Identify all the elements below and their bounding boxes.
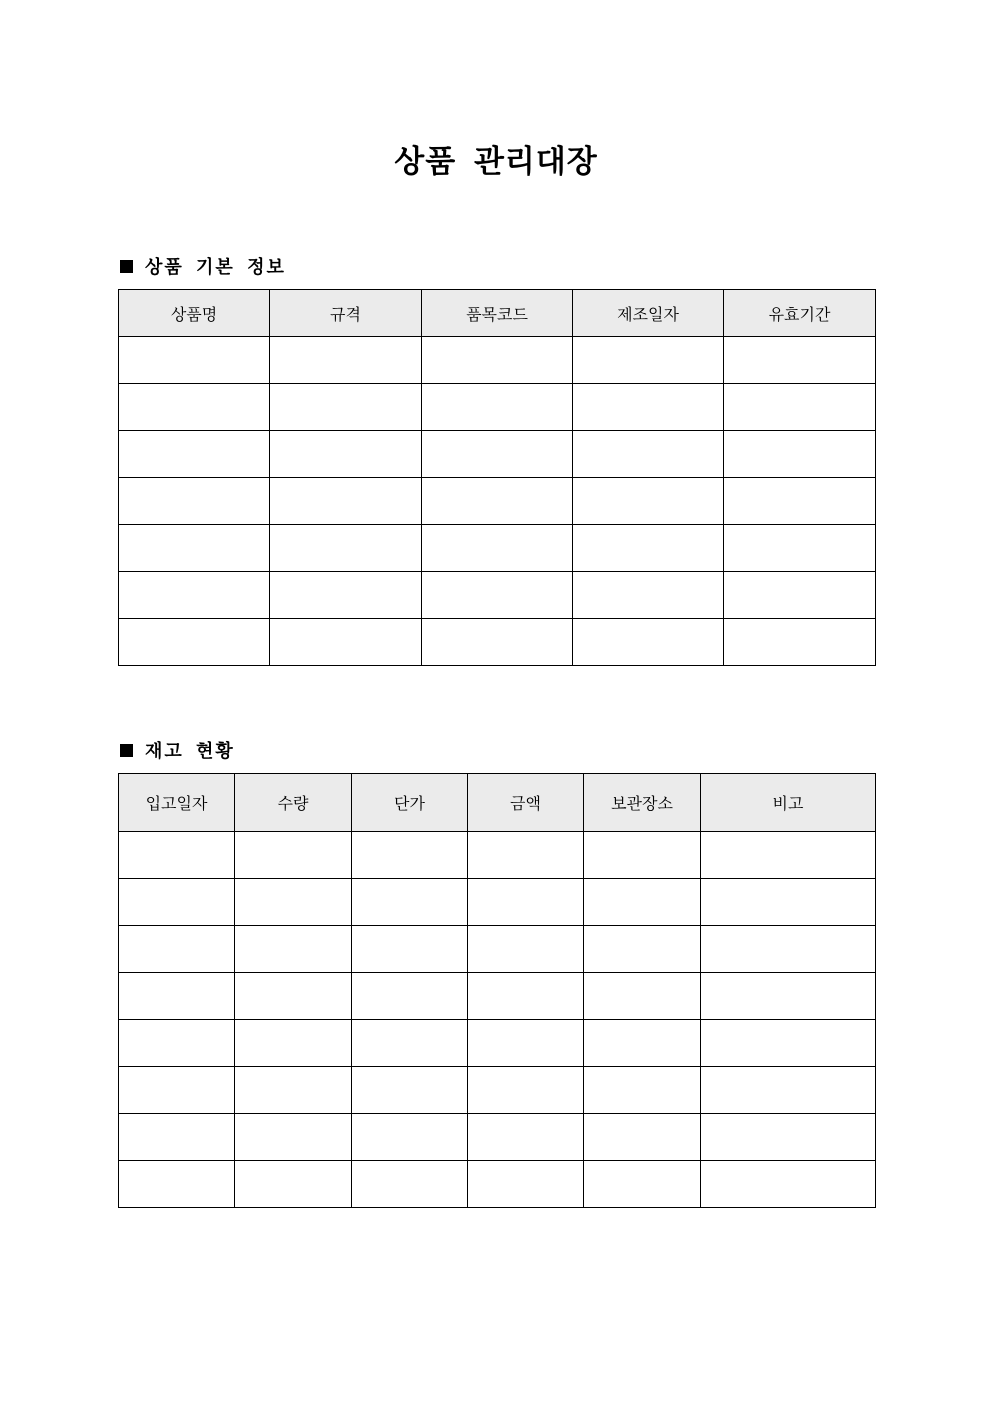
product-info-table (118, 289, 876, 666)
table-cell[interactable] (119, 1161, 235, 1208)
table-cell[interactable] (235, 1067, 352, 1114)
table-cell[interactable] (119, 572, 270, 619)
table-cell[interactable] (584, 1114, 701, 1161)
table-cell[interactable] (468, 1067, 584, 1114)
table-cell[interactable] (119, 879, 235, 926)
table-cell[interactable] (119, 832, 235, 879)
square-bullet-icon (120, 260, 133, 273)
table-cell[interactable] (701, 1020, 876, 1067)
table-cell[interactable] (270, 478, 422, 525)
table-cell[interactable] (573, 384, 724, 431)
table-cell[interactable] (119, 926, 235, 973)
section-heading-product-info (120, 253, 286, 279)
table-cell[interactable] (352, 973, 468, 1020)
table-cell[interactable] (422, 478, 573, 525)
table-cell[interactable] (584, 1161, 701, 1208)
table-cell[interactable] (468, 1161, 584, 1208)
table-cell[interactable] (468, 973, 584, 1020)
inventory-table-body (119, 832, 876, 1208)
table-cell[interactable] (584, 879, 701, 926)
table-header-row (119, 774, 876, 832)
table-cell[interactable] (270, 337, 422, 384)
table-cell[interactable] (584, 1067, 701, 1114)
table-cell[interactable] (573, 572, 724, 619)
table-cell[interactable] (422, 337, 573, 384)
table-cell[interactable] (573, 525, 724, 572)
table-cell[interactable] (422, 525, 573, 572)
table-cell[interactable] (468, 1114, 584, 1161)
table-cell[interactable] (119, 973, 235, 1020)
table-row (119, 1161, 876, 1208)
table-row (119, 478, 876, 525)
table-cell[interactable] (573, 337, 724, 384)
section-heading-label: 상품 기본 정보 (145, 257, 286, 278)
table-cell[interactable] (352, 832, 468, 879)
table-cell[interactable] (352, 879, 468, 926)
table-cell[interactable] (235, 1020, 352, 1067)
table-row (119, 431, 876, 478)
table-row (119, 525, 876, 572)
table-cell[interactable] (119, 384, 270, 431)
table-row (119, 926, 876, 973)
table-row (119, 384, 876, 431)
table-cell[interactable] (701, 1161, 876, 1208)
table-cell[interactable] (352, 1114, 468, 1161)
table-cell[interactable] (701, 973, 876, 1020)
table-cell[interactable] (701, 832, 876, 879)
table-cell[interactable] (235, 1114, 352, 1161)
table-cell[interactable] (119, 478, 270, 525)
table-cell[interactable] (701, 1114, 876, 1161)
table-cell[interactable] (701, 879, 876, 926)
table-cell[interactable] (235, 879, 352, 926)
table-row (119, 619, 876, 666)
table-row (119, 337, 876, 384)
table-cell[interactable] (235, 1161, 352, 1208)
table-cell[interactable] (119, 431, 270, 478)
table-cell[interactable] (573, 478, 724, 525)
section-heading-label: 재고 현황 (145, 741, 235, 762)
square-bullet-icon (120, 744, 133, 757)
table-cell[interactable] (584, 926, 701, 973)
inventory-table (118, 773, 876, 1208)
table-cell[interactable] (468, 1020, 584, 1067)
table-row (119, 879, 876, 926)
column-header-item-code: 품목코드 (422, 290, 573, 337)
product-info-table-body (119, 337, 876, 666)
table-cell[interactable] (422, 619, 573, 666)
table-cell[interactable] (352, 926, 468, 973)
table-cell[interactable] (119, 1114, 235, 1161)
table-row (119, 1114, 876, 1161)
table-cell[interactable] (468, 879, 584, 926)
table-cell[interactable] (270, 525, 422, 572)
table-cell[interactable] (422, 384, 573, 431)
table-cell[interactable] (422, 572, 573, 619)
table-row (119, 572, 876, 619)
table-cell[interactable] (352, 1161, 468, 1208)
table-cell[interactable] (422, 431, 573, 478)
page-title: 상품 관리대장 (394, 144, 598, 180)
column-header-receipt-date: 입고일자 (119, 774, 235, 832)
column-header-amount: 금액 (468, 774, 584, 832)
column-header-unit-price: 단가 (352, 774, 468, 832)
column-header-spec: 규격 (270, 290, 422, 337)
table-cell[interactable] (724, 478, 876, 525)
table-cell[interactable] (235, 832, 352, 879)
table-cell[interactable] (235, 973, 352, 1020)
table-row (119, 973, 876, 1020)
column-header-expiry: 유효기간 (724, 290, 876, 337)
table-cell[interactable] (701, 926, 876, 973)
table-cell[interactable] (352, 1067, 468, 1114)
table-header-row (119, 290, 876, 337)
table-cell[interactable] (119, 619, 270, 666)
column-header-manufacture-date: 제조일자 (573, 290, 724, 337)
table-cell[interactable] (573, 431, 724, 478)
table-cell[interactable] (573, 619, 724, 666)
table-cell[interactable] (235, 926, 352, 973)
table-cell[interactable] (724, 572, 876, 619)
table-row (119, 1067, 876, 1114)
column-header-quantity: 수량 (235, 774, 352, 832)
column-header-remarks: 비고 (701, 774, 876, 832)
section-heading-inventory (120, 737, 235, 763)
column-header-product-name: 상품명 (119, 290, 270, 337)
table-cell[interactable] (270, 619, 422, 666)
table-cell[interactable] (270, 384, 422, 431)
table-cell[interactable] (119, 525, 270, 572)
table-cell[interactable] (468, 832, 584, 879)
table-cell[interactable] (724, 525, 876, 572)
table-cell[interactable] (584, 832, 701, 879)
table-cell[interactable] (468, 926, 584, 973)
table-cell[interactable] (724, 337, 876, 384)
table-cell[interactable] (119, 1067, 235, 1114)
table-cell[interactable] (584, 1020, 701, 1067)
table-cell[interactable] (701, 1067, 876, 1114)
table-cell[interactable] (119, 337, 270, 384)
table-cell[interactable] (584, 973, 701, 1020)
table-cell[interactable] (724, 431, 876, 478)
table-row (119, 832, 876, 879)
table-cell[interactable] (270, 431, 422, 478)
table-row (119, 1020, 876, 1067)
table-cell[interactable] (270, 572, 422, 619)
table-cell[interactable] (724, 384, 876, 431)
table-cell[interactable] (352, 1020, 468, 1067)
column-header-storage-location: 보관장소 (584, 774, 701, 832)
table-cell[interactable] (119, 1020, 235, 1067)
table-cell[interactable] (724, 619, 876, 666)
